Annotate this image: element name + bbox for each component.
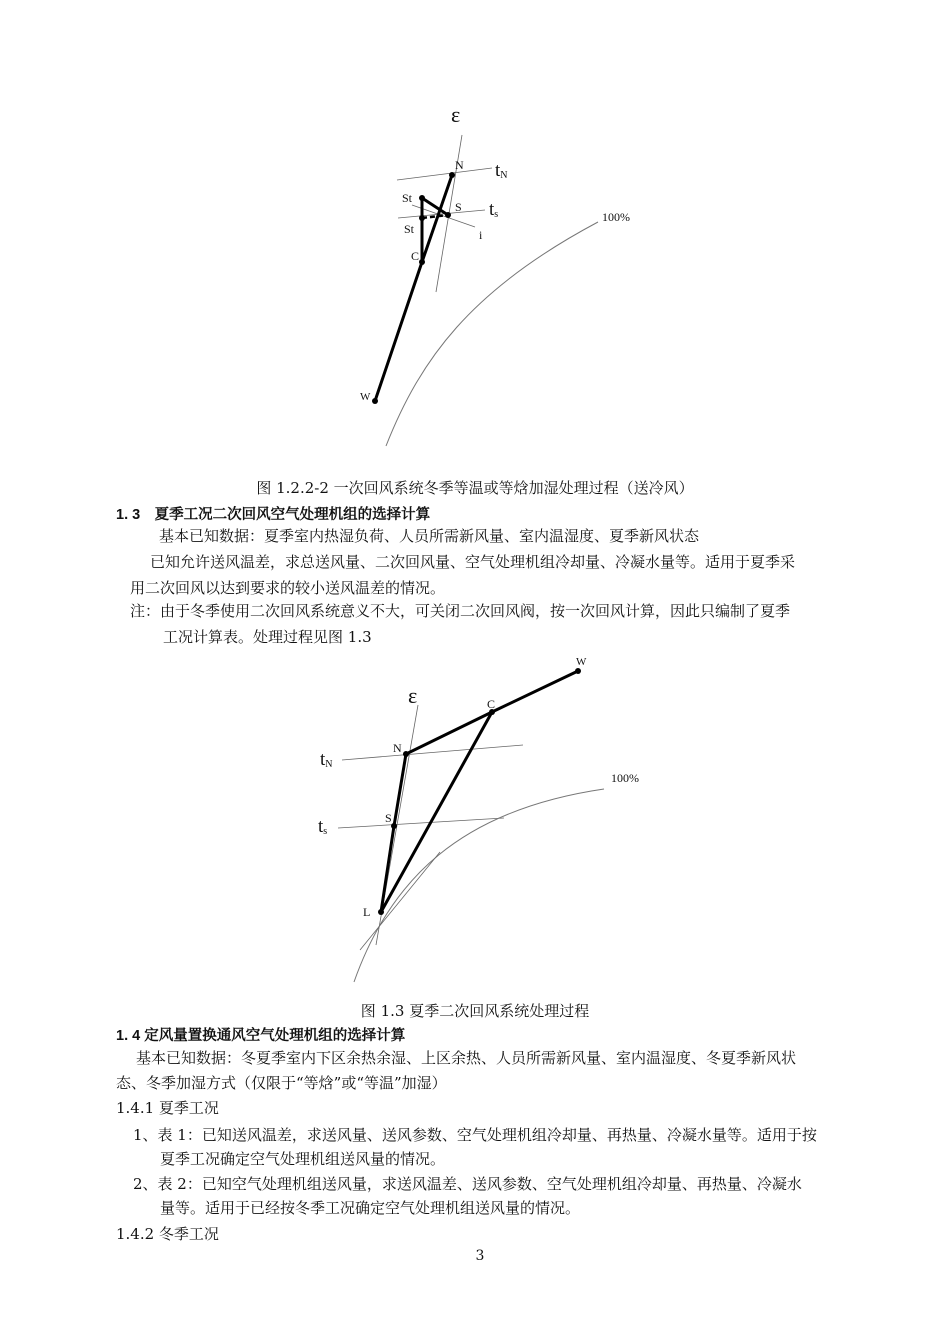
point-S	[445, 212, 451, 218]
list-item: 夏季工况确定空气处理机组送风量的情况。	[160, 1150, 446, 1168]
figure-winter-process-diagram	[0, 0, 950, 470]
paragraph: 基本已知数据：冬夏季室内下区余热余湿、上区余热、人员所需新风量、室内温湿度、冬夏季新风状	[136, 1049, 797, 1067]
label-epsilon: ε	[408, 683, 418, 708]
label-epsilon: ε	[451, 102, 461, 127]
list-item: 2、表 2：已知空气处理机组送风量，求送风温差、送风参数、空气处理机组冷却量、再热量、冷凝水	[133, 1175, 802, 1193]
label-St-lower: St	[404, 222, 415, 236]
point-S	[391, 823, 397, 829]
label-tN: tN	[495, 160, 508, 181]
subsection-heading: 1.4.2 冬季工况	[116, 1225, 219, 1243]
note: 注：由于冬季使用二次回风系统意义不大，可关闭二次回风阀，按一次回风计算，因此只编制了夏季	[130, 602, 791, 620]
paragraph: 基本已知数据：夏季室内热湿负荷、人员所需新风量、室内温湿度、夏季新风状态	[159, 527, 700, 545]
section-1-3-heading: 1. 3 夏季工况二次回风空气处理机组的选择计算	[116, 507, 431, 523]
point-W	[372, 398, 378, 404]
label-W: W	[576, 656, 587, 668]
point-W	[575, 668, 581, 674]
figure2-caption: 图 1.3 夏季二次回风系统处理过程	[360, 1002, 590, 1020]
point-N	[403, 751, 409, 757]
isotherm-tN	[397, 168, 492, 180]
isotherm-ts	[338, 818, 504, 828]
note: 工况计算表。处理过程见图 1.3	[163, 628, 372, 646]
enthalpy-line-L	[360, 852, 440, 950]
label-S: S	[385, 811, 392, 825]
label-100-percent: 100%	[611, 771, 639, 785]
label-i: i	[479, 228, 483, 242]
label-N: N	[393, 741, 402, 755]
figure-summer-process-diagram	[0, 648, 950, 998]
section-1-4-heading: 1. 4 定风量置换通风空气处理机组的选择计算	[116, 1028, 406, 1044]
list-item: 1、表 1：已知送风温差，求送风量、送风参数、空气处理机组冷却量、再热量、冷凝水量等。适用于按	[133, 1126, 817, 1144]
label-ts: ts	[489, 199, 499, 220]
point-N	[449, 172, 455, 178]
list-item: 量等。适用于已经按冬季工况确定空气处理机组送风量的情况。	[160, 1199, 581, 1217]
point-L	[378, 909, 384, 915]
paragraph: 态、冬季加湿方式（仅限于“等焓”或“等温”加湿）	[116, 1074, 447, 1092]
label-W: W	[360, 391, 371, 403]
paragraph: 用二次回风以达到要求的较小送风温差的情况。	[130, 579, 446, 597]
label-N: N	[455, 158, 464, 172]
label-L: L	[363, 905, 371, 919]
figure1-caption: 图 1.2.2-2 一次回风系统冬季等温或等焓加湿处理过程（送冷风）	[256, 479, 694, 497]
label-C: C	[411, 249, 420, 263]
isotherm-tN	[342, 745, 523, 760]
subsection-heading: 1.4.1 夏季工况	[116, 1099, 219, 1117]
label-S: S	[455, 200, 462, 214]
label-St-upper: St	[402, 191, 413, 205]
point-St-lower	[419, 215, 425, 221]
label-tN: tN	[320, 749, 333, 770]
label-100-percent: 100%	[602, 210, 630, 224]
paragraph: 已知允许送风温差，求总送风量、二次回风量、空气处理机组冷却量、冷凝水量等。适用于夏季采	[150, 553, 796, 571]
point-St-upper	[419, 195, 425, 201]
page-number: 3	[475, 1248, 485, 1264]
point-C	[419, 259, 425, 265]
label-C: C	[487, 697, 496, 711]
label-ts: ts	[318, 816, 328, 837]
